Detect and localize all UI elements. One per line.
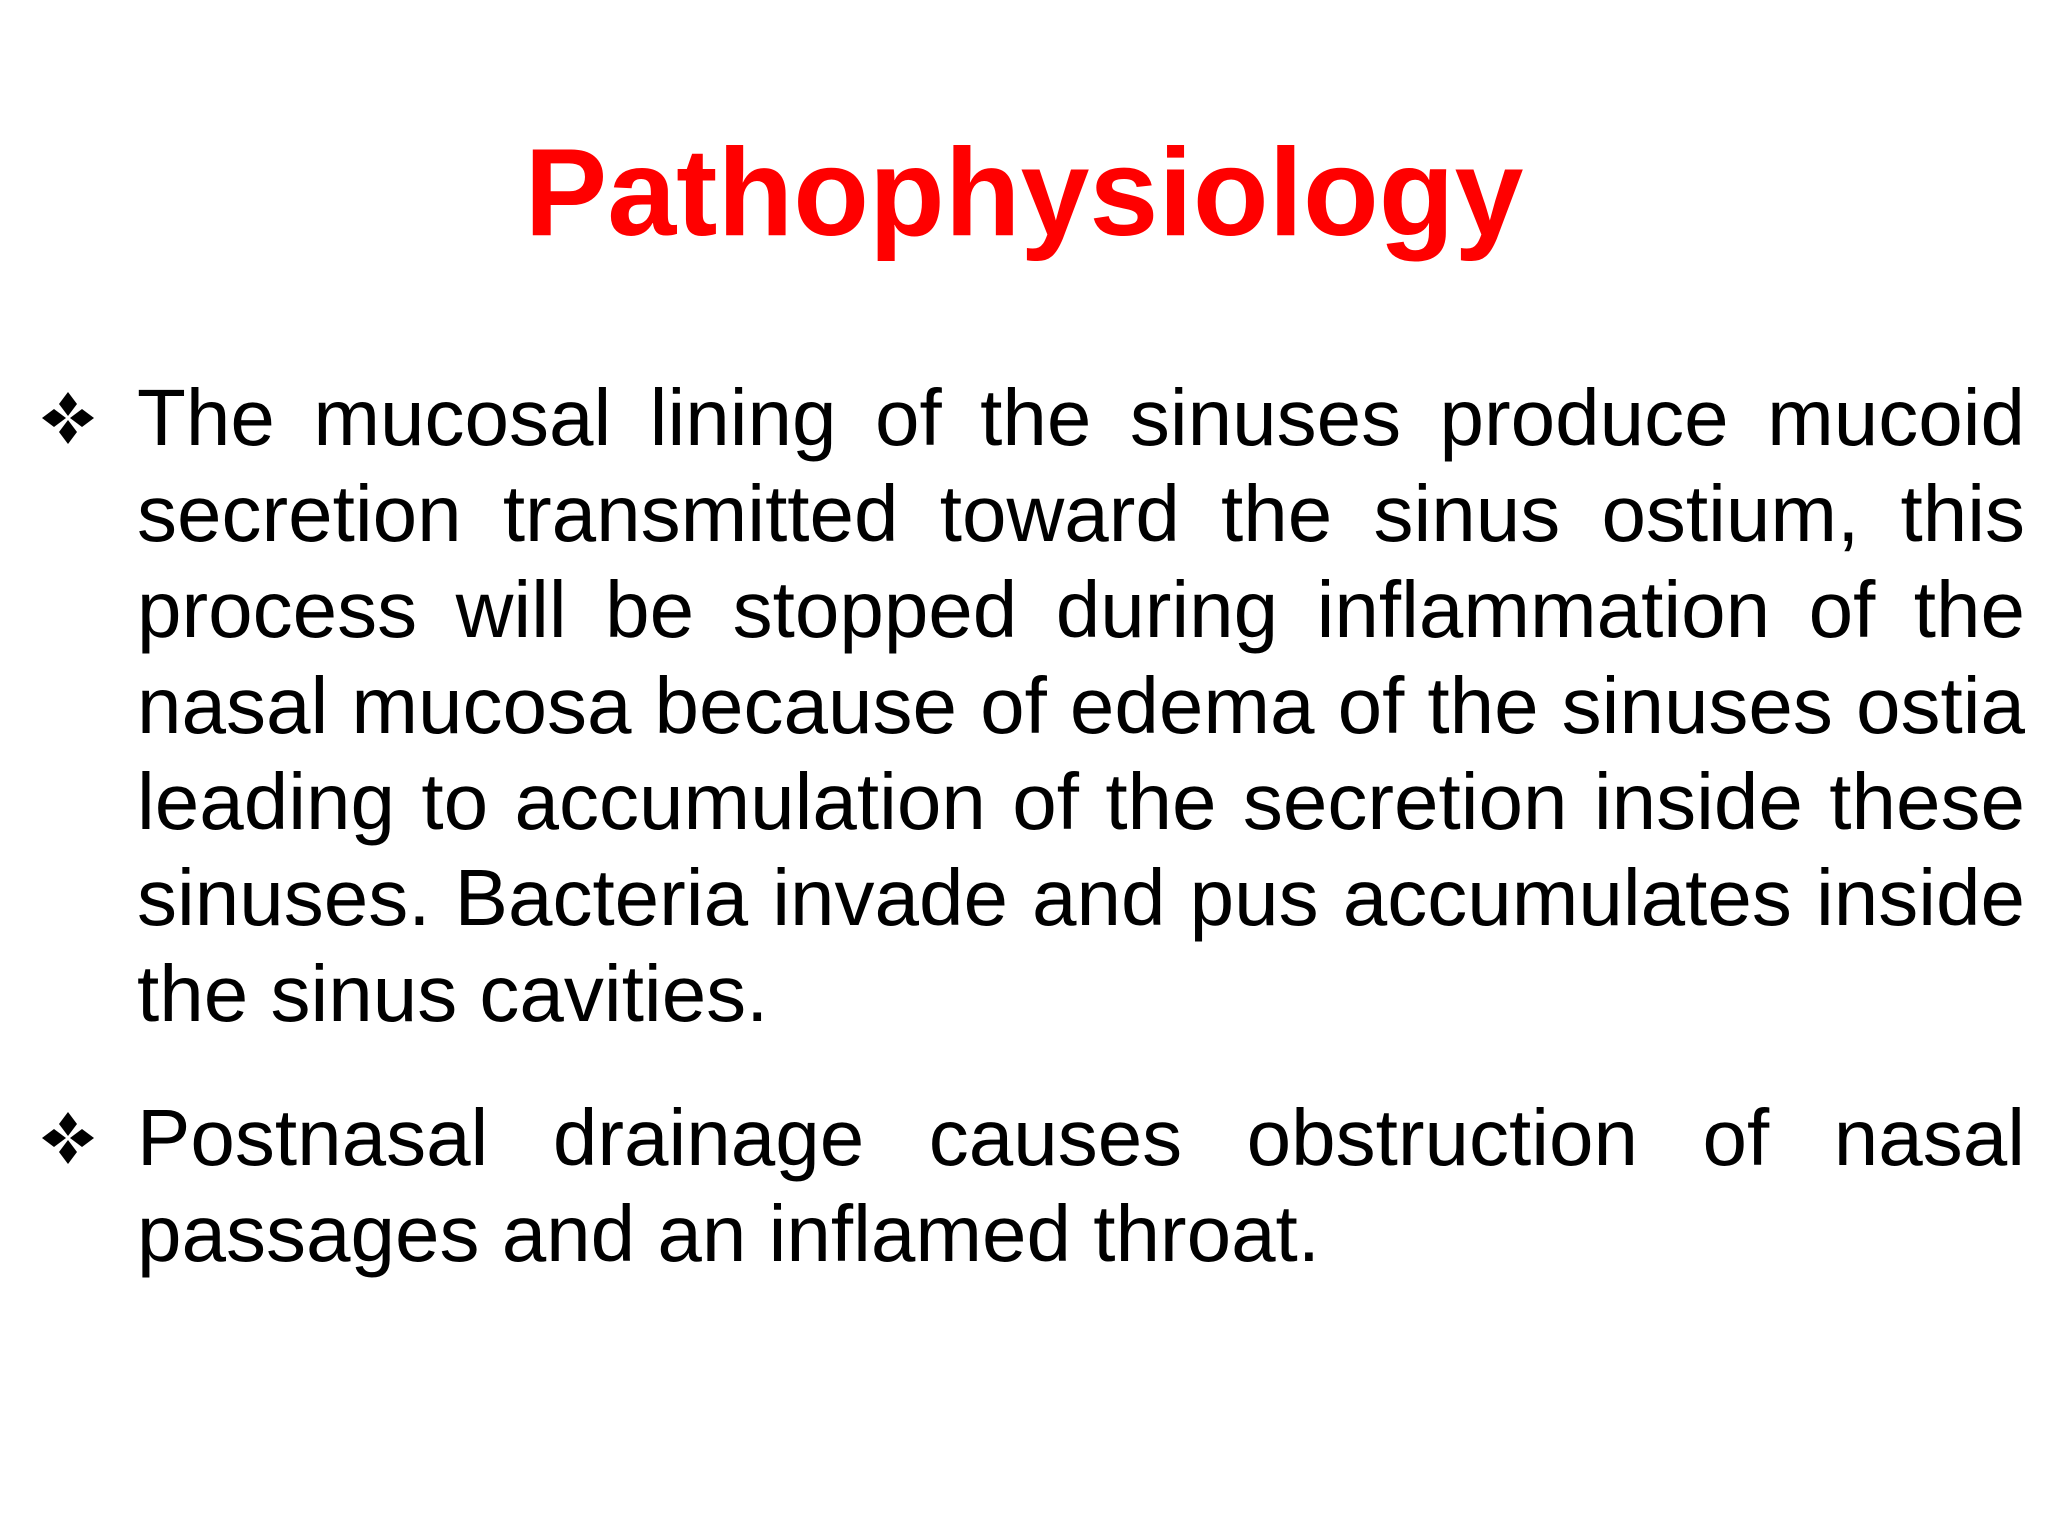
- four-diamond-bullet-icon: [40, 1090, 137, 1186]
- bullet-item-2: [40, 1090, 2025, 1282]
- bullet-text-1: The mucosal lining of the sinuses produce mucoid secretion transmitted toward the sinus ostium, this process will be stopped during inflammation of the nasal mucosa because of edema of the sinuses ostia leading to accumulation of the secretion inside these sinuses. Bacteria invade and pus accumulates inside the sinus cavities.: [137, 373, 2025, 1038]
- four-diamond-bullet-icon: [40, 370, 137, 466]
- slide-title: Pathophysiology: [524, 124, 1524, 262]
- bullet-item-1: [40, 370, 2025, 1042]
- bullet-list: [40, 370, 2025, 1330]
- bullet-text-2: Postnasal drainage causes obstruction of nasal passages and an inflamed throat.: [137, 1093, 2025, 1278]
